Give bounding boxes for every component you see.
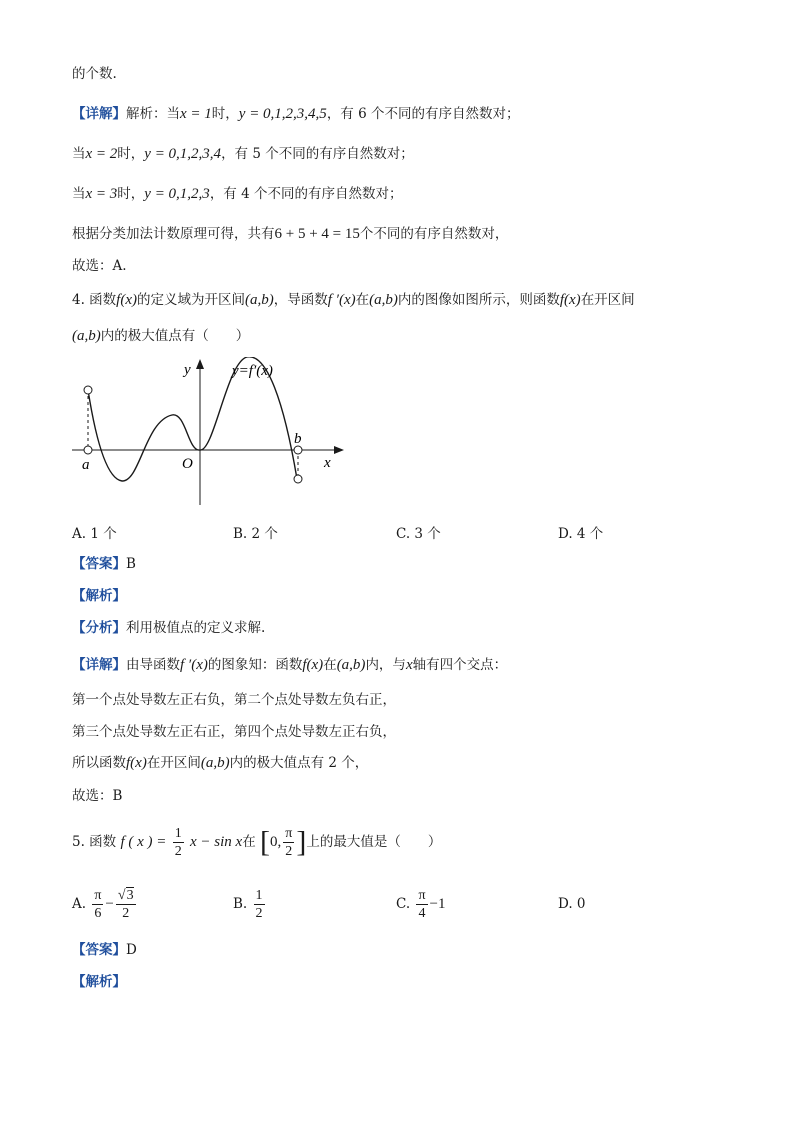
endpoint-b-bottom [294,475,302,483]
origin-label: O [182,456,193,472]
curve-label: y=f′(x) [232,363,273,379]
q4-detail-2: 第一个点处导数左正右负，第二个点处导数左负右正， [72,692,396,708]
q5-analysis-tag: 【解析】 [72,974,126,990]
q4-option-c: C. 3 个 [396,526,441,542]
endpoint-b-axis [294,446,302,454]
question-4-stem: 4. 函数f(x)的定义域为开区间(a,b)，导函数f ′(x)在(a,b)内的图像如图所示，则函数f(x)在开区间 [72,292,635,308]
q4-detail-3: 第三个点处导数左正右正，第四个点处导数左正右负， [72,724,396,740]
q4-detail-5: 故选：B [72,788,123,804]
endpoint-a-top [84,386,92,394]
q4-option-a: A. 1 个 [72,526,117,542]
q4-detail-1: 【详解】由导函数f ′(x)的图象知：函数f(x)在(a,b)内，与x轴有四个交点： [72,657,508,673]
q4-answer: 【答案】B [72,556,136,572]
detail-line-2: 当x = 2时，y = 0,1,2,3,4，有 5 个不同的有序自然数对； [72,146,414,162]
detail-line-3: 当x = 3时，y = 0,1,2,3，有 4 个不同的有序自然数对； [72,186,403,202]
question-4-stem-2: (a,b)内的极大值点有（ ） [72,328,250,344]
detail-line-4: 根据分类加法计数原理可得，共有6 + 5 + 4 = 15个不同的有序自然数对， [72,226,509,242]
q5-option-a: A. $\frac{\pi}{6}$ − $\frac{√3}{2}$ [72,888,134,921]
detail-line-1: 【详解】解析：当x = 1时，y = 0,1,2,3,4,5，有 6 个不同的有序自然数对； [72,106,520,122]
x-axis-arrow [334,446,344,454]
q4-detail-4: 所以函数f(x)在开区间(a,b)内的极大值点有 2 个， [72,755,369,771]
y-label: y [184,362,191,378]
endpoint-a-axis [84,446,92,454]
q4-option-b: B. 2 个 [233,526,278,542]
detail-tag: 【详解】 [72,106,126,122]
q4-analysis-tag: 【解析】 [72,588,126,604]
x-label: x [324,455,331,471]
a-label: a [82,457,90,473]
y-axis-arrow [196,359,204,369]
derivative-graph [72,357,352,507]
q4-fenxi: 【分析】利用极值点的定义求解. [72,620,266,636]
q5-option-b: B. $\frac{1}{2}$ [233,888,263,921]
text-line: 的个数. [72,66,117,82]
b-label: b [294,431,302,447]
q4-option-d: D. 4 个 [558,526,604,542]
q5-option-d: D. 0 [558,896,586,912]
q5-answer: 【答案】D [72,942,137,958]
q5-option-c: C. $\frac{\pi}{4}$ −1 [396,888,446,921]
choice-line: 故选：A. [72,258,127,274]
question-5-stem: 5. 函数 f ( x ) = $\frac{1}{2}$ x − sin x在 [0, $\frac{\pi}{2}$ ]上的最大值是（ ） [72,825,442,859]
